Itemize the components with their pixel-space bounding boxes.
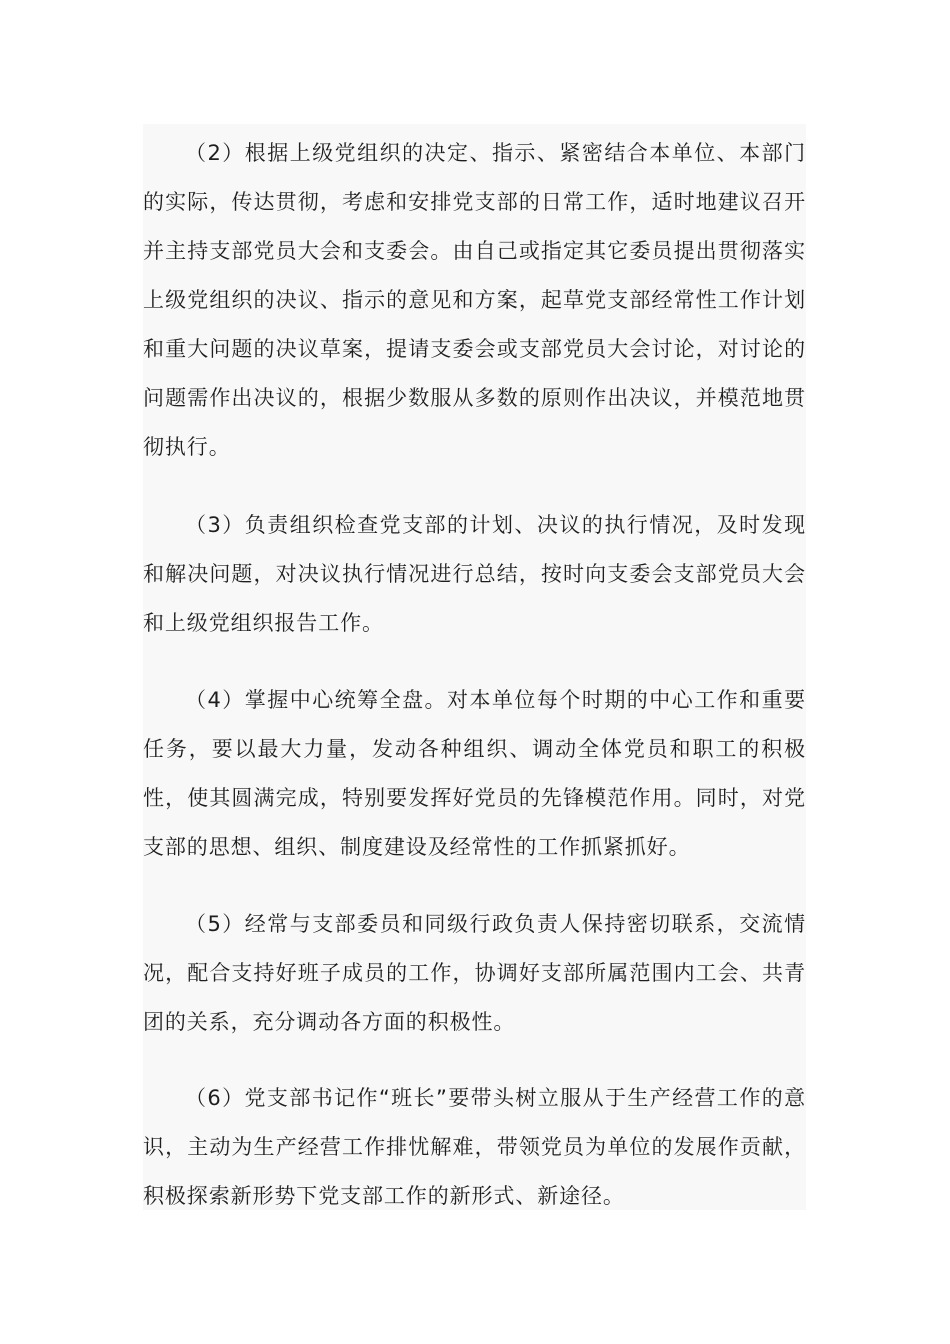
paragraph-item-4: （4）掌握中心统筹全盘。对本单位每个时期的中心工作和重要任务，要以最大力量，发动各种组织、调动全体党员和职工的积极性，使其圆满完成，特别要发挥好党员的先锋模范作用。同时，对党支部的思想、组织、制度建设及经常性的工作抓紧抓好。 — [143, 688, 806, 859]
paragraph-item-3: （3）负责组织检查党支部的计划、决议的执行情况，及时发现和解决问题，对决议执行情况进行总结，按时向支委会支部党员大会和上级党组织报告工作。 — [143, 513, 806, 635]
paragraph-item-5: （5）经常与支部委员和同级行政负责人保持密切联系，交流情况，配合支持好班子成员的工作，协调好支部所属范围内工会、共青团的关系，充分调动各方面的积极性。 — [143, 912, 806, 1034]
document-body — [143, 124, 806, 1210]
paragraph-item-2: （2）根据上级党组织的决定、指示、紧密结合本单位、本部门的实际，传达贯彻，考虑和安排党支部的日常工作，适时地建议召开并主持支部党员大会和支委会。由自己或指定其它委员提出贯彻落实上级党组织的决议、指示的意见和方案，起草党支部经常性工作计划和重大问题的决议草案，提请支委会或支部党员大会讨论，对讨论的问题需作出决议的，根据少数服从多数的原则作出决议，并模范地贯彻执行。 — [143, 141, 806, 459]
paragraph-item-6: （6）党支部书记作“班长”要带头树立服从于生产经营工作的意识，主动为生产经营工作排忧解难，带领党员为单位的发展作贡献，积极探索新形势下党支部工作的新形式、新途径。 — [143, 1086, 806, 1208]
